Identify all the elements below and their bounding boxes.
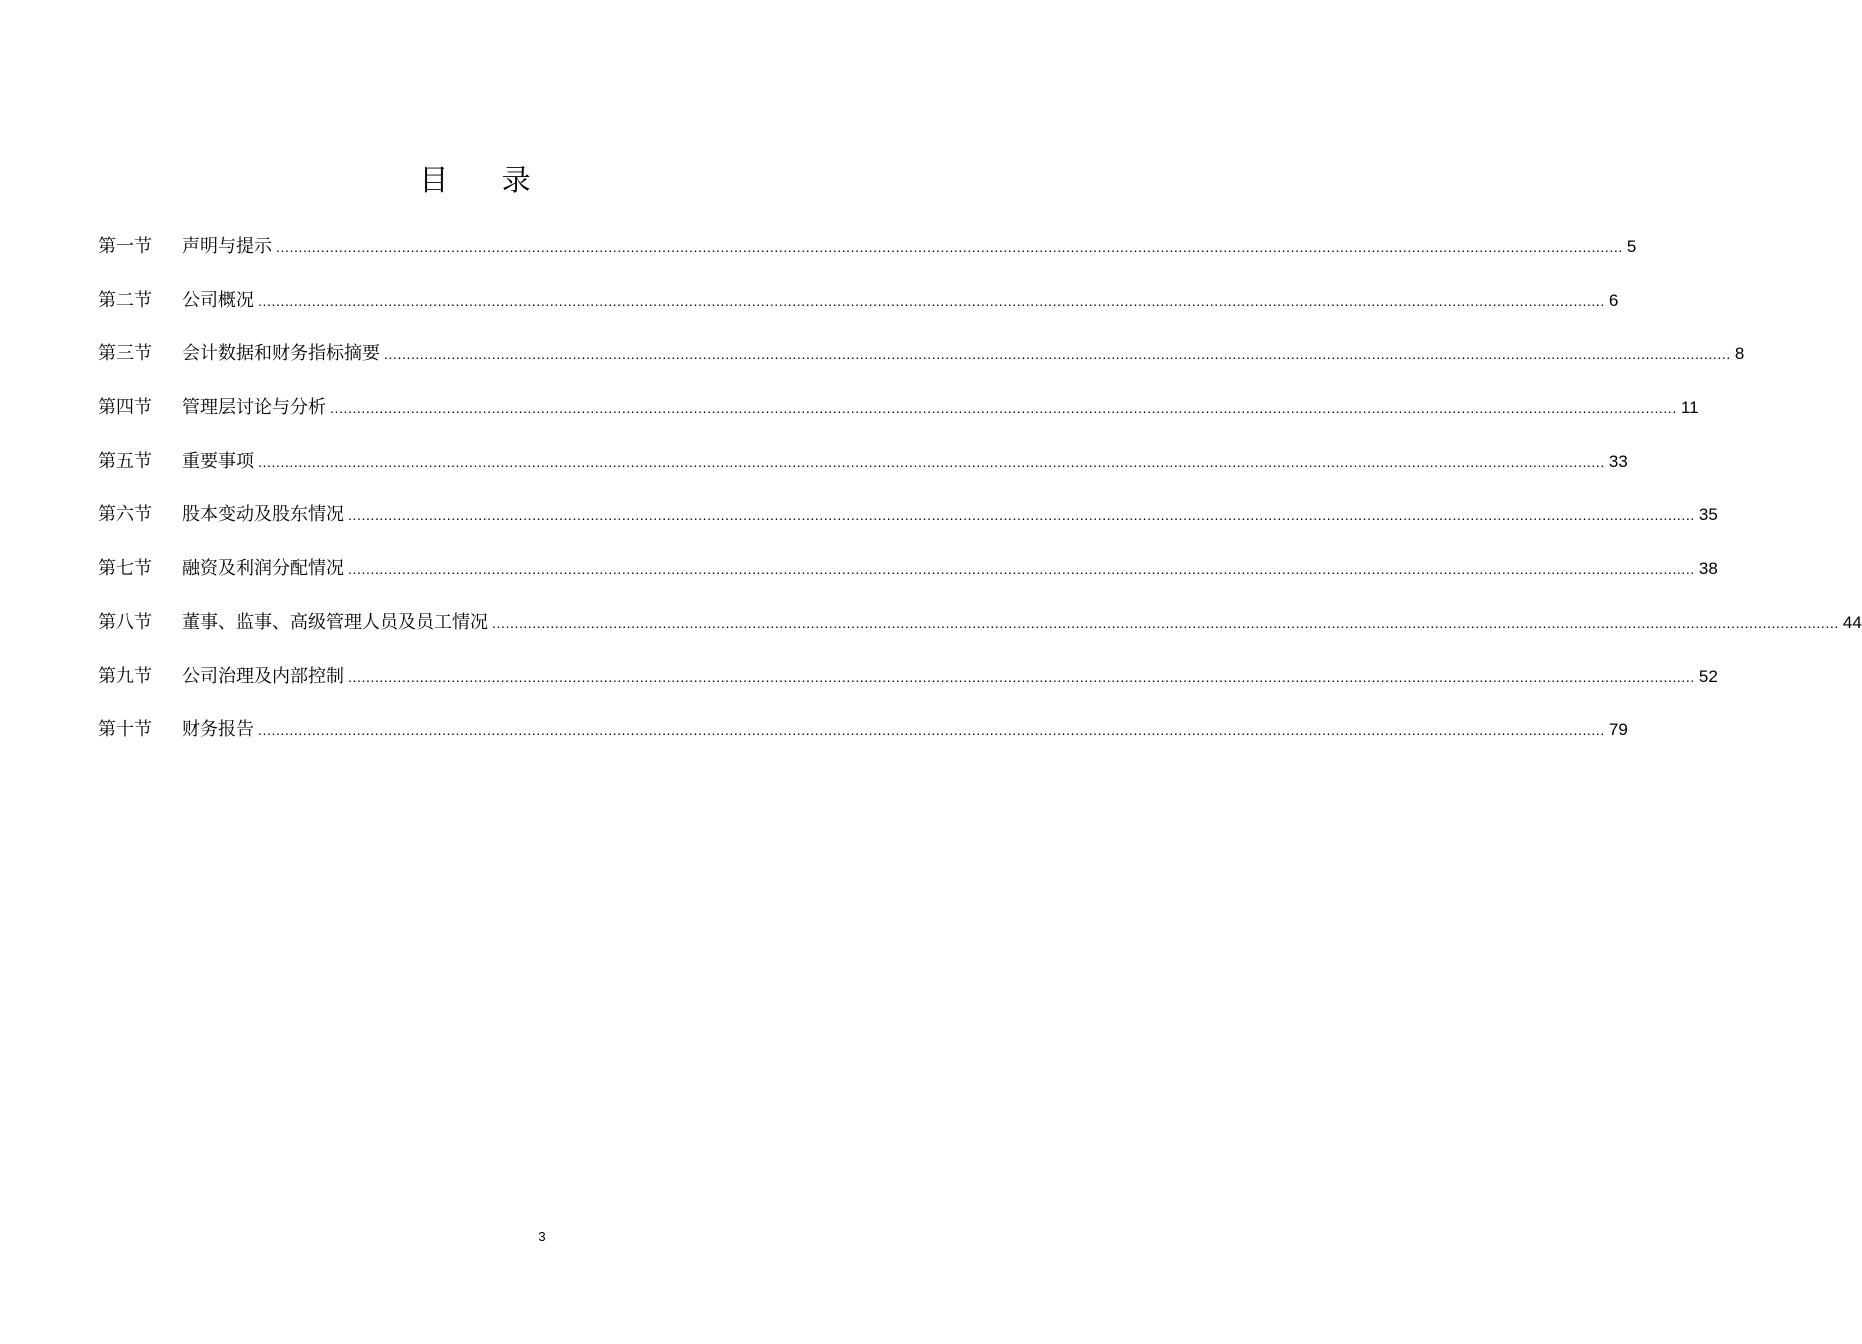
dot-leader: ............................................................................................................................................................................................................................................................................................................: [258, 722, 1605, 739]
toc-section-title[interactable]: 重要事项: [182, 450, 254, 472]
toc-entry[interactable]: [98, 662, 1718, 716]
toc-page-number[interactable]: 6: [1608, 290, 1619, 310]
toc-section-title[interactable]: 董事、监事、高级管理人员及员工情况: [182, 611, 488, 633]
toc-section-title[interactable]: 财务报告: [182, 719, 254, 741]
toc-section-title[interactable]: 融资及利润分配情况: [182, 558, 344, 580]
toc-entry[interactable]: [98, 500, 1718, 554]
toc-page-number[interactable]: 44: [1842, 612, 1862, 632]
toc-page-number[interactable]: 79: [1608, 720, 1628, 740]
toc-entry[interactable]: [98, 715, 1628, 769]
dot-leader: ............................................................................................................................................................................................................................................................................................................: [348, 507, 1695, 524]
toc-page-number[interactable]: 33: [1608, 451, 1628, 471]
toc-section-number: 第一节: [98, 236, 152, 257]
toc-section-number: 第五节: [98, 450, 152, 472]
dot-leader: ............................................................................................................................................................................................................................................................................................................: [276, 239, 1623, 255]
toc-section-title[interactable]: 股本变动及股东情况: [182, 504, 344, 526]
toc-entry[interactable]: [98, 286, 1619, 340]
dot-leader: ............................................................................................................................................................................................................................................................................................................: [258, 453, 1605, 470]
table-of-contents: [98, 232, 1862, 769]
toc-section-number: 第七节: [98, 558, 152, 580]
page-number-footer: 3: [538, 1229, 546, 1244]
toc-entry[interactable]: [98, 393, 1699, 447]
toc-section-title[interactable]: 声明与提示: [182, 236, 272, 257]
toc-page-number[interactable]: 52: [1698, 666, 1718, 686]
toc-section-number: 第八节: [98, 611, 152, 633]
toc-page-number[interactable]: 5: [1626, 237, 1637, 256]
page-title: 目 录: [419, 163, 553, 197]
dot-leader: ............................................................................................................................................................................................................................................................................................................: [384, 346, 1731, 363]
toc-section-title[interactable]: 公司治理及内部控制: [182, 665, 344, 687]
toc-section-title[interactable]: 管理层讨论与分析: [182, 397, 326, 419]
toc-section-number: 第六节: [98, 504, 152, 526]
toc-page-number[interactable]: 35: [1698, 505, 1718, 525]
toc-section-title[interactable]: 公司概况: [182, 289, 254, 311]
dot-leader: ............................................................................................................................................................................................................................................................................................................: [258, 292, 1605, 309]
toc-section-number: 第三节: [98, 343, 152, 365]
toc-section-number: 第十节: [98, 719, 152, 741]
toc-entry[interactable]: [98, 232, 1637, 286]
toc-section-title[interactable]: 会计数据和财务指标摘要: [182, 343, 380, 365]
dot-leader: ............................................................................................................................................................................................................................................................................................................: [348, 561, 1695, 578]
toc-page-number[interactable]: 11: [1680, 398, 1699, 418]
toc-entry[interactable]: [98, 447, 1628, 501]
toc-section-number: 第九节: [98, 665, 152, 687]
dot-leader: ............................................................................................................................................................................................................................................................................................................: [348, 668, 1695, 685]
toc-entry[interactable]: [98, 339, 1745, 393]
toc-entry[interactable]: [98, 554, 1718, 608]
toc-section-number: 第二节: [98, 289, 152, 311]
dot-leader: ............................................................................................................................................................................................................................................................................................................: [492, 614, 1839, 631]
dot-leader: ............................................................................................................................................................................................................................................................................................................: [330, 400, 1677, 417]
toc-page-number[interactable]: 8: [1734, 344, 1745, 364]
toc-section-number: 第四节: [98, 397, 152, 419]
toc-page-number[interactable]: 38: [1698, 559, 1718, 579]
toc-entry[interactable]: [98, 608, 1862, 662]
